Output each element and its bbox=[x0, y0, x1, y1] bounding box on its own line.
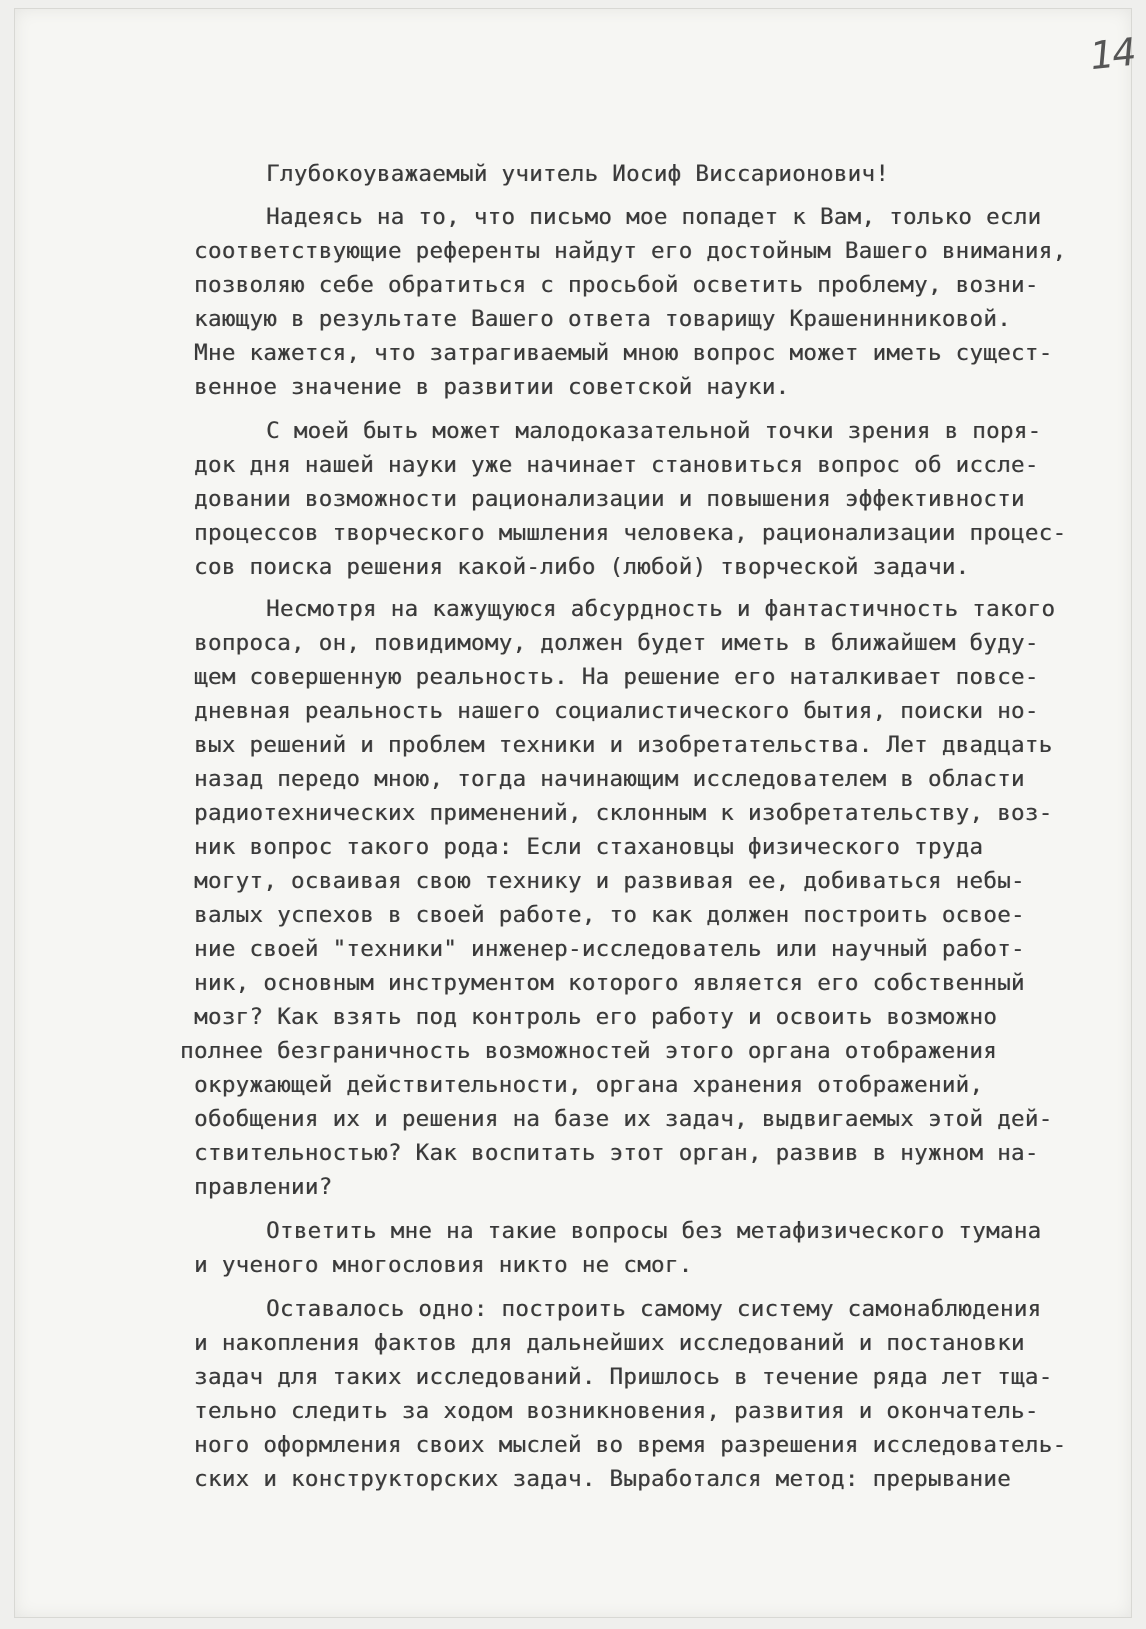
text-line: дневная реальность нашего социалистического бытия, поиски но- bbox=[194, 698, 1039, 724]
text-line: ник вопрос такого рода: Если стахановцы физического труда bbox=[194, 834, 984, 860]
text-line: окружающей действительности, органа хранения отображений, bbox=[194, 1072, 984, 1098]
text-line: ного оформления своих мыслей во время разрешения исследователь- bbox=[194, 1432, 1067, 1458]
text-line: обобщения их и решения на базе их задач, выдвигаемых этой дей- bbox=[194, 1106, 1053, 1132]
text-line: мозг? Как взять под контроль его работу и освоить возможно bbox=[194, 1004, 998, 1030]
text-line: соответствующие референты найдут его достойным Вашего внимания, bbox=[194, 238, 1067, 264]
text-line: задач для таких исследований. Пришлось в течение ряда лет тща- bbox=[194, 1364, 1053, 1390]
document-page bbox=[14, 8, 1137, 1618]
text-line: С моей быть может малодоказательной точки зрения в поря- bbox=[266, 418, 1042, 444]
text-line: валых успехов в своей работе, то как должен построить освое- bbox=[194, 902, 1025, 928]
text-line: вопроса, он, повидимому, должен будет иметь в ближайшем буду- bbox=[194, 630, 1039, 656]
text-line: и ученого многословия никто не смог. bbox=[194, 1252, 693, 1278]
handwritten-page-number: 14 bbox=[1087, 29, 1137, 79]
text-line: позволяю себе обратиться с просьбой осветить проблему, возни- bbox=[194, 272, 1039, 298]
text-line: венное значение в развитии советской науки. bbox=[194, 374, 790, 400]
text-line: кающую в результате Вашего ответа товарищу Крашенинниковой. bbox=[194, 306, 1011, 332]
text-line: Оставалось одно: построить самому систему самонаблюдения bbox=[266, 1296, 1042, 1322]
text-line: сов поиска решения какой-либо (любой) творческой задачи. bbox=[194, 554, 970, 580]
text-line: Мне кажется, что затрагиваемый мною вопрос может иметь сущест- bbox=[194, 340, 1053, 366]
text-line: могут, осваивая свою технику и развивая ее, добиваться небы- bbox=[194, 868, 1025, 894]
text-line: назад передо мною, тогда начинающим исследователем в области bbox=[194, 766, 1025, 792]
text-line: щем совершенную реальность. На решение его наталкивает повсе- bbox=[194, 664, 1039, 690]
text-line: ник, основным инструментом которого является его собственный bbox=[194, 970, 1025, 996]
text-line: и накопления фактов для дальнейших исследований и постановки bbox=[194, 1330, 1025, 1356]
text-line: тельно следить за ходом возникновения, развития и окончатель- bbox=[194, 1398, 1039, 1424]
text-line: док дня нашей науки уже начинает становиться вопрос об иссле- bbox=[194, 452, 1039, 478]
text-line: ствительностью? Как воспитать этот орган, развив в нужном на- bbox=[194, 1140, 1039, 1166]
text-line: процессов творческого мышления человека, рационализации процес- bbox=[194, 520, 1067, 546]
text-line: вых решений и проблем техники и изобретательства. Лет двадцать bbox=[194, 732, 1053, 758]
text-line: довании возможности рационализации и повышения эффективности bbox=[194, 486, 1025, 512]
text-line: ние своей "техники" инженер-исследователь или научный работ- bbox=[194, 936, 1025, 962]
letter-greeting: Глубокоуважаемый учитель Иосиф Виссарионович! bbox=[266, 161, 890, 187]
text-line: ских и конструкторских задач. Выработался метод: прерывание bbox=[194, 1466, 1011, 1492]
text-line: Несмотря на кажущуюся абсурдность и фантастичность такого bbox=[266, 596, 1056, 622]
text-line: правлении? bbox=[194, 1174, 333, 1200]
text-line: полнее безграничность возможностей этого органа отображения bbox=[180, 1038, 997, 1064]
text-line: Надеясь на то, что письмо мое попадет к Вам, только если bbox=[266, 204, 1042, 230]
text-line: Ответить мне на такие вопросы без метафизического тумана bbox=[266, 1218, 1042, 1244]
text-line: радиотехнических применений, склонным к изобретательству, воз- bbox=[194, 800, 1053, 826]
